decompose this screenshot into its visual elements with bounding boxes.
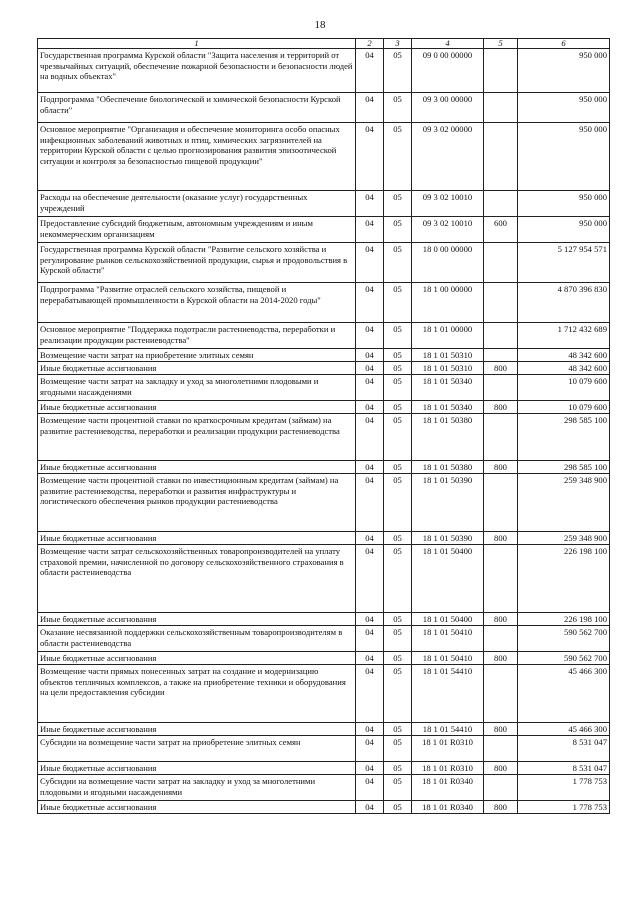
column-header-2: 2 xyxy=(356,39,384,49)
cell-amount: 48 342 600 xyxy=(518,362,610,375)
cell-name: Возмещение части затрат сельскохозяйственных товаропроизводителей на уплату страховой премии, начисленной по договору сельскохозяйственного страхования в области растениеводства xyxy=(38,545,356,613)
cell-target-article: 18 1 01 50390 xyxy=(412,474,484,532)
cell-name: Иные бюджетные ассигнования xyxy=(38,723,356,736)
cell-subsection: 05 xyxy=(384,243,412,283)
cell-name: Основное мероприятие "Организация и обеспечение мониторинга особо опасных инфекционных заболеваний животных и птиц, химических загрязнителей на территории Курской области с целью прогнозирования развития эпизоотической ситуации и контроля за безопасностью пищевой продукции" xyxy=(38,123,356,191)
cell-subsection: 05 xyxy=(384,362,412,375)
cell-expense-type xyxy=(484,736,518,762)
cell-section: 04 xyxy=(356,775,384,801)
cell-section: 04 xyxy=(356,762,384,775)
cell-section: 04 xyxy=(356,283,384,323)
cell-expense-type xyxy=(484,123,518,191)
table-row xyxy=(38,545,610,613)
cell-name: Государственная программа Курской области "Защита населения и территорий от чрезвычайных ситуаций, обеспечение пожарной безопасности и безопасности людей на водных объектах" xyxy=(38,49,356,93)
cell-expense-type xyxy=(484,243,518,283)
cell-target-article: 18 1 01 50410 xyxy=(412,652,484,665)
cell-target-article: 18 0 00 00000 xyxy=(412,243,484,283)
cell-amount: 10 079 600 xyxy=(518,375,610,401)
cell-expense-type: 800 xyxy=(484,532,518,545)
table-row xyxy=(38,762,610,775)
cell-amount: 950 000 xyxy=(518,217,610,243)
cell-expense-type xyxy=(484,49,518,93)
table-header-row xyxy=(38,39,610,49)
cell-amount: 950 000 xyxy=(518,93,610,123)
cell-amount: 45 466 300 xyxy=(518,665,610,723)
cell-amount: 226 198 100 xyxy=(518,613,610,626)
cell-subsection: 05 xyxy=(384,762,412,775)
cell-name: Государственная программа Курской области "Развитие сельского хозяйства и регулирование рынков сельскохозяйственной продукции, сырья и продовольствия в Курской области" xyxy=(38,243,356,283)
cell-target-article: 18 1 01 50340 xyxy=(412,401,484,414)
cell-amount: 298 585 100 xyxy=(518,414,610,461)
cell-target-article: 18 1 01 50400 xyxy=(412,613,484,626)
cell-subsection: 05 xyxy=(384,532,412,545)
cell-target-article: 18 1 01 R0310 xyxy=(412,736,484,762)
table-row xyxy=(38,801,610,814)
cell-section: 04 xyxy=(356,323,384,349)
cell-expense-type xyxy=(484,323,518,349)
cell-target-article: 18 1 01 50340 xyxy=(412,375,484,401)
cell-name: Иные бюджетные ассигнования xyxy=(38,362,356,375)
cell-target-article: 18 1 01 R0340 xyxy=(412,775,484,801)
cell-target-article: 18 1 01 50380 xyxy=(412,414,484,461)
table-row xyxy=(38,474,610,532)
column-header-1: 1 xyxy=(38,39,356,49)
table-row xyxy=(38,775,610,801)
cell-section: 04 xyxy=(356,613,384,626)
cell-target-article: 18 1 01 54410 xyxy=(412,723,484,736)
cell-name: Субсидии на возмещение части затрат на приобретение элитных семян xyxy=(38,736,356,762)
cell-amount: 950 000 xyxy=(518,123,610,191)
cell-name: Предоставление субсидий бюджетным, автономным учреждениям и иным некоммерческим организациям xyxy=(38,217,356,243)
table-row xyxy=(38,736,610,762)
cell-name: Возмещение части процентной ставки по краткосрочным кредитам (займам) на развитие растениеводства, переработки и реализации продукции растениеводства xyxy=(38,414,356,461)
cell-amount: 226 198 100 xyxy=(518,545,610,613)
cell-section: 04 xyxy=(356,401,384,414)
cell-target-article: 18 1 01 50310 xyxy=(412,362,484,375)
cell-section: 04 xyxy=(356,414,384,461)
cell-expense-type: 800 xyxy=(484,461,518,474)
cell-target-article: 18 1 01 50310 xyxy=(412,349,484,362)
cell-amount: 4 870 396 830 xyxy=(518,283,610,323)
table-row xyxy=(38,191,610,217)
cell-section: 04 xyxy=(356,217,384,243)
cell-subsection: 05 xyxy=(384,123,412,191)
cell-subsection: 05 xyxy=(384,474,412,532)
cell-name: Возмещение части затрат на приобретение элитных семян xyxy=(38,349,356,362)
cell-amount: 8 531 047 xyxy=(518,736,610,762)
table-row xyxy=(38,123,610,191)
column-header-4: 4 xyxy=(412,39,484,49)
cell-name: Иные бюджетные ассигнования xyxy=(38,762,356,775)
cell-section: 04 xyxy=(356,243,384,283)
cell-target-article: 09 3 00 00000 xyxy=(412,93,484,123)
cell-name: Расходы на обеспечение деятельности (оказание услуг) государственных учреждений xyxy=(38,191,356,217)
cell-expense-type xyxy=(484,626,518,652)
cell-expense-type: 800 xyxy=(484,723,518,736)
cell-target-article: 18 1 00 00000 xyxy=(412,283,484,323)
column-header-6: 6 xyxy=(518,39,610,49)
cell-expense-type xyxy=(484,545,518,613)
cell-subsection: 05 xyxy=(384,283,412,323)
cell-section: 04 xyxy=(356,375,384,401)
cell-amount: 45 466 300 xyxy=(518,723,610,736)
table-row xyxy=(38,243,610,283)
cell-amount: 259 348 900 xyxy=(518,532,610,545)
page-number: 18 xyxy=(314,19,326,31)
cell-name: Оказание несвязанной поддержки сельскохозяйственным товаропроизводителям в области растениеводства xyxy=(38,626,356,652)
cell-name: Субсидии на возмещение части затрат на закладку и уход за многолетними плодовыми и ягодными насаждениями xyxy=(38,775,356,801)
cell-expense-type xyxy=(484,283,518,323)
cell-subsection: 05 xyxy=(384,736,412,762)
cell-expense-type xyxy=(484,349,518,362)
cell-section: 04 xyxy=(356,736,384,762)
cell-subsection: 05 xyxy=(384,349,412,362)
cell-amount: 10 079 600 xyxy=(518,401,610,414)
cell-expense-type xyxy=(484,191,518,217)
cell-section: 04 xyxy=(356,123,384,191)
cell-amount: 259 348 900 xyxy=(518,474,610,532)
cell-section: 04 xyxy=(356,532,384,545)
cell-name: Подпрограмма "Развитие отраслей сельского хозяйства, пищевой и перерабатывающей промышленности в Курской области на 2014-2020 годы" xyxy=(38,283,356,323)
cell-section: 04 xyxy=(356,652,384,665)
cell-expense-type: 800 xyxy=(484,801,518,814)
table-row xyxy=(38,461,610,474)
cell-target-article: 18 1 01 50410 xyxy=(412,626,484,652)
cell-expense-type xyxy=(484,775,518,801)
cell-name: Иные бюджетные ассигнования xyxy=(38,532,356,545)
table-row xyxy=(38,93,610,123)
table-row xyxy=(38,375,610,401)
cell-section: 04 xyxy=(356,461,384,474)
table-row xyxy=(38,626,610,652)
cell-subsection: 05 xyxy=(384,801,412,814)
cell-subsection: 05 xyxy=(384,93,412,123)
cell-amount: 1 778 753 xyxy=(518,775,610,801)
table-row xyxy=(38,652,610,665)
cell-amount: 590 562 700 xyxy=(518,652,610,665)
cell-amount: 950 000 xyxy=(518,191,610,217)
table-row xyxy=(38,283,610,323)
cell-subsection: 05 xyxy=(384,323,412,349)
cell-subsection: 05 xyxy=(384,49,412,93)
cell-amount: 1 778 753 xyxy=(518,801,610,814)
cell-section: 04 xyxy=(356,49,384,93)
cell-section: 04 xyxy=(356,801,384,814)
cell-subsection: 05 xyxy=(384,401,412,414)
cell-expense-type: 800 xyxy=(484,652,518,665)
table-row xyxy=(38,401,610,414)
table-row xyxy=(38,49,610,93)
cell-expense-type: 800 xyxy=(484,401,518,414)
cell-expense-type xyxy=(484,414,518,461)
cell-target-article: 18 1 01 R0340 xyxy=(412,801,484,814)
cell-subsection: 05 xyxy=(384,375,412,401)
cell-section: 04 xyxy=(356,665,384,723)
cell-target-article: 09 3 02 10010 xyxy=(412,217,484,243)
cell-subsection: 05 xyxy=(384,626,412,652)
table-row xyxy=(38,613,610,626)
cell-section: 04 xyxy=(356,93,384,123)
cell-amount: 950 000 xyxy=(518,49,610,93)
cell-name: Иные бюджетные ассигнования xyxy=(38,652,356,665)
cell-expense-type: 600 xyxy=(484,217,518,243)
cell-subsection: 05 xyxy=(384,652,412,665)
cell-target-article: 18 1 01 50390 xyxy=(412,532,484,545)
cell-name: Возмещение части затрат на закладку и уход за многолетними плодовыми и ягодными насаждениями xyxy=(38,375,356,401)
table-row xyxy=(38,362,610,375)
cell-section: 04 xyxy=(356,349,384,362)
cell-section: 04 xyxy=(356,474,384,532)
cell-target-article: 18 1 01 50380 xyxy=(412,461,484,474)
cell-amount: 5 127 954 571 xyxy=(518,243,610,283)
cell-name: Иные бюджетные ассигнования xyxy=(38,613,356,626)
cell-name: Подпрограмма "Обеспечение биологической и химической безопасности Курской области" xyxy=(38,93,356,123)
cell-amount: 590 562 700 xyxy=(518,626,610,652)
cell-expense-type: 800 xyxy=(484,613,518,626)
cell-subsection: 05 xyxy=(384,545,412,613)
cell-name: Иные бюджетные ассигнования xyxy=(38,801,356,814)
cell-section: 04 xyxy=(356,626,384,652)
cell-amount: 298 585 100 xyxy=(518,461,610,474)
cell-subsection: 05 xyxy=(384,191,412,217)
table-row xyxy=(38,217,610,243)
table-row xyxy=(38,532,610,545)
budget-table xyxy=(37,38,610,814)
column-header-3: 3 xyxy=(384,39,412,49)
cell-target-article: 09 0 00 00000 xyxy=(412,49,484,93)
table-row xyxy=(38,665,610,723)
cell-target-article: 18 1 01 R0310 xyxy=(412,762,484,775)
cell-expense-type xyxy=(484,375,518,401)
cell-subsection: 05 xyxy=(384,217,412,243)
cell-target-article: 18 1 01 54410 xyxy=(412,665,484,723)
cell-subsection: 05 xyxy=(384,723,412,736)
cell-subsection: 05 xyxy=(384,775,412,801)
cell-expense-type xyxy=(484,665,518,723)
table-row xyxy=(38,414,610,461)
cell-name: Иные бюджетные ассигнования xyxy=(38,401,356,414)
cell-name: Иные бюджетные ассигнования xyxy=(38,461,356,474)
cell-section: 04 xyxy=(356,723,384,736)
cell-subsection: 05 xyxy=(384,461,412,474)
cell-expense-type: 800 xyxy=(484,362,518,375)
cell-target-article: 09 3 02 10010 xyxy=(412,191,484,217)
cell-target-article: 18 1 01 00000 xyxy=(412,323,484,349)
cell-section: 04 xyxy=(356,191,384,217)
cell-amount: 1 712 432 689 xyxy=(518,323,610,349)
cell-section: 04 xyxy=(356,362,384,375)
cell-expense-type xyxy=(484,474,518,532)
cell-expense-type xyxy=(484,93,518,123)
cell-name: Возмещение части процентной ставки по инвестиционным кредитам (займам) на развитие растениеводства, переработки и развития инфраструктуры и логистического обеспечения рынков продукции растениеводства xyxy=(38,474,356,532)
cell-subsection: 05 xyxy=(384,414,412,461)
cell-target-article: 18 1 01 50400 xyxy=(412,545,484,613)
table-row xyxy=(38,349,610,362)
column-header-5: 5 xyxy=(484,39,518,49)
cell-amount: 8 531 047 xyxy=(518,762,610,775)
cell-amount: 48 342 600 xyxy=(518,349,610,362)
cell-section: 04 xyxy=(356,545,384,613)
cell-target-article: 09 3 02 00000 xyxy=(412,123,484,191)
cell-name: Основное мероприятие "Поддержка подотрасли растениеводства, переработки и реализации продукции растениеводства" xyxy=(38,323,356,349)
cell-name: Возмещение части прямых понесенных затрат на создание и модернизацию объектов тепличных комплексов, а также на приобретение техники и оборудования на цели предоставления субсидии xyxy=(38,665,356,723)
table-row xyxy=(38,723,610,736)
cell-expense-type: 800 xyxy=(484,762,518,775)
table-row xyxy=(38,323,610,349)
cell-subsection: 05 xyxy=(384,613,412,626)
cell-subsection: 05 xyxy=(384,665,412,723)
